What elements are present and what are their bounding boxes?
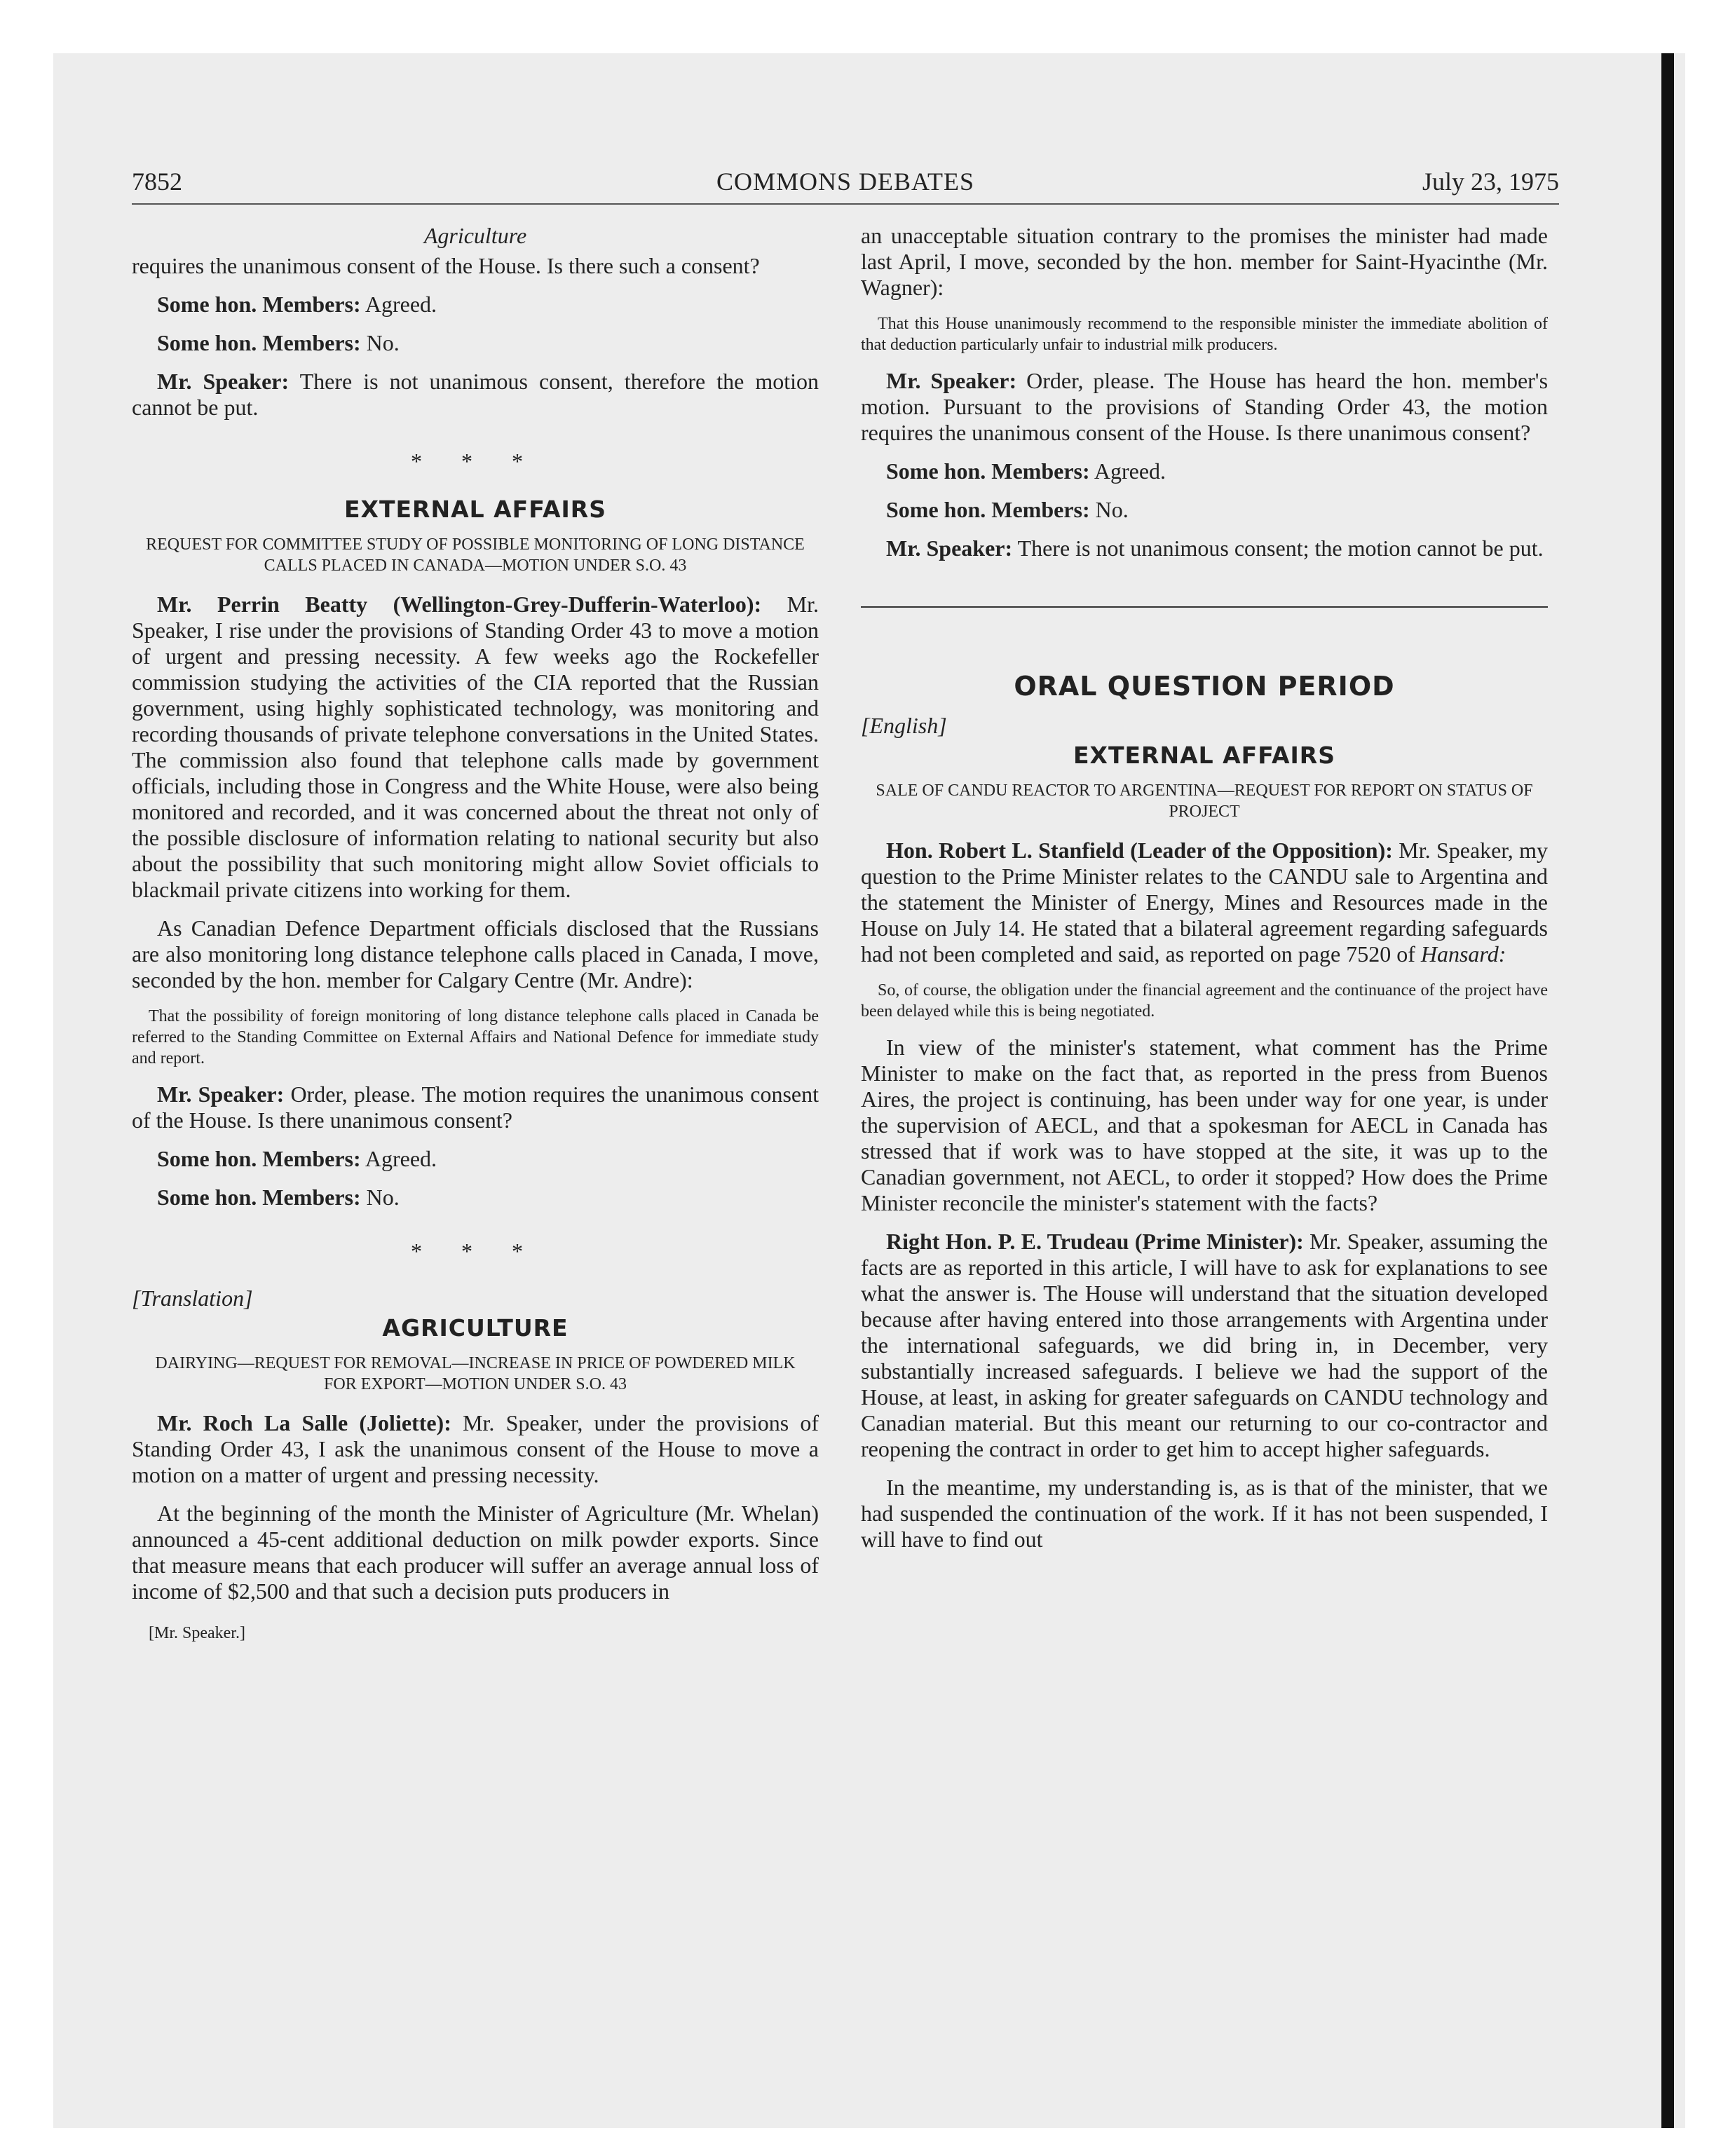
speaker-name: Mr. Speaker: bbox=[886, 535, 1013, 561]
speaker-name: Mr. Speaker: bbox=[157, 369, 290, 394]
subsection-heading: DAIRYING—REQUEST FOR REMOVAL—INCREASE IN PRICE OF POWDERED MILK FOR EXPORT—MOTION UNDER S.O. 43 bbox=[155, 1354, 796, 1393]
paragraph: an unacceptable situation contrary to the promises the minister had made last April, I move, seconded by the hon. member for Saint-Hyacinthe (Mr. Wagner): bbox=[861, 223, 1548, 300]
paragraph: At the beginning of the month the Minister of Agriculture (Mr. Whelan) announced a 45-cent additional deduction on milk powder exports. Since that measure means that each producer will suffer an average annual loss of income of $2,500 and that such a decision puts producers in bbox=[132, 1501, 819, 1604]
paragraph: In the meantime, my understanding is, as is that of the minister, that we had suspended the continuation of the work. If it has not been suspended, I will have to find out bbox=[861, 1475, 1548, 1552]
page-number: 7852 bbox=[132, 168, 182, 196]
subsection-heading: REQUEST FOR COMMITTEE STUDY OF POSSIBLE MONITORING OF LONG DISTANCE CALLS PLACED IN CANADA—MOTION UNDER S.O. 43 bbox=[146, 535, 805, 575]
speaker-name: Mr. Roch La Salle (Joliette): bbox=[157, 1410, 451, 1435]
speaker-name: Some hon. Members: bbox=[157, 1146, 361, 1171]
subsection-heading: SALE OF CANDU REACTOR TO ARGENTINA—REQUEST FOR REPORT ON STATUS OF PROJECT bbox=[876, 782, 1533, 821]
speaker-name: Some hon. Members: bbox=[886, 497, 1090, 522]
speech: Mr. Speaker: Order, please. The House has heard the hon. member's motion. Pursuant to the provisions of Standing Order 43, the motion requires the unanimous consent of the House. Is there unanimous consent? bbox=[861, 368, 1549, 445]
page-date: July 23, 1975 bbox=[1422, 168, 1559, 196]
speech: Hon. Robert L. Stanfield (Leader of the Opposition): Mr. Speaker, my question to the Prime Minister relates to the CANDU sale to Argentina and the statement the Minister of Energy, Mines and Resources made in the House on July 14. He stated that a bilateral agreement regarding safeguards had not been completed and said, as reported on page 7520 of Hansard: bbox=[861, 838, 1549, 967]
speaker-name: Right Hon. P. E. Trudeau (Prime Minister): bbox=[886, 1229, 1304, 1254]
speech: Mr. Speaker: There is not unanimous consent, therefore the motion cannot be put. bbox=[132, 369, 819, 420]
running-topic: Agriculture bbox=[423, 223, 527, 248]
section-heading: AGRICULTURE bbox=[382, 1314, 569, 1342]
section-heading: EXTERNAL AFFAIRS bbox=[344, 496, 606, 523]
paragraph: In view of the minister's statement, what comment has the Prime Minister to make on the fact that, as reported in the press from Buenos Aires, the project is continuing, has been under way for one year, is under the supervision of AECL, and that a spokesman for AECL in Canada has stressed that if work was to have stopped at the site, it was up to the Canadian government, not AECL, to order it stopped? How does the Prime Minister reconcile the minister's statement with the facts? bbox=[861, 1035, 1548, 1215]
language-note: [English] bbox=[861, 713, 947, 738]
speech: Mr. Perrin Beatty (Wellington-Grey-Dufferin-Waterloo): Mr. Speaker, I rise under the provisions of Standing Order 43 to move a motion of urgent and pressing necessity. A few weeks ago the Rockefeller commission studying the activities of the CIA reported that the Russian government, using highly sophisticated technology, was monitoring and recording thousands of private telephone conversations in the United States. The commission also found that telephone calls made by government officials, including those in Congress and the White House, were also being monitored and recorded, and it was concerned about the threat not only of the possible disclosure of information relating to national security but also about the possibility that such monitoring might allow Soviet officials to blackmail private citizens into working for them. bbox=[132, 592, 819, 902]
paragraph: requires the unanimous consent of the House. Is there such a consent? bbox=[132, 253, 760, 278]
publication-title: COMMONS DEBATES bbox=[716, 168, 975, 196]
speech: Some hon. Members: Agreed. bbox=[157, 1146, 437, 1171]
speaker-name: Hon. Robert L. Stanfield (Leader of the Opposition): bbox=[886, 838, 1393, 863]
section-separator: * * * bbox=[411, 449, 540, 474]
speech: Some hon. Members: No. bbox=[157, 1185, 400, 1210]
speech: Right Hon. P. E. Trudeau (Prime Minister): Mr. Speaker, assuming the facts are as reported in this article, I will have to ask for explanations to see what the answer is. The House will understand that the situation developed because after having entered into those arrangements with Argentina under the international safeguards, we did bring in, in December, very substantially increased safeguards. I believe we had the support of the House, at least, in asking for greater safeguards on CANDU technology and Canadian material. But this meant our returning to our co-contractor and reopening the contract in order to get him to accept higher safeguards. bbox=[861, 1229, 1549, 1461]
speaker-name: Some hon. Members: bbox=[886, 458, 1090, 484]
speech: Mr. Speaker: There is not unanimous consent; the motion cannot be put. bbox=[886, 535, 1544, 561]
quoted-text: So, of course, the obligation under the financial agreement and the continuance of the project have been delayed while this is being negotiated. bbox=[861, 981, 1548, 1021]
left-column bbox=[132, 223, 819, 1656]
hansard-reference: Hansard: bbox=[1420, 941, 1506, 967]
speaker-name: Mr. Perrin Beatty (Wellington-Grey-Dufferin-Waterloo): bbox=[157, 592, 762, 617]
motion-text: That the possibility of foreign monitoring of long distance telephone calls placed in Canada be referred to the Standing Committee on External Affairs and National Defence for immediate study and report. bbox=[132, 1007, 819, 1067]
binding-edge bbox=[1661, 53, 1674, 2128]
speaker-name: Mr. Speaker: bbox=[157, 1082, 285, 1107]
page-header bbox=[132, 167, 1559, 205]
speech: Some hon. Members: No. bbox=[886, 497, 1129, 522]
speech: Some hon. Members: No. bbox=[157, 330, 400, 355]
section-heading: EXTERNAL AFFAIRS bbox=[1073, 742, 1335, 769]
motion-text: That this House unanimously recommend to the responsible minister the immediate abolition of that deduction particularly unfair to industrial milk producers. bbox=[861, 315, 1548, 354]
section-separator: * * * bbox=[411, 1239, 540, 1264]
right-column bbox=[861, 223, 1548, 1565]
speech: Mr. Speaker: Order, please. The motion requires the unanimous consent of the House. Is there unanimous consent? bbox=[132, 1082, 819, 1133]
speaker-name: Some hon. Members: bbox=[157, 330, 361, 355]
language-note: [Translation] bbox=[132, 1285, 253, 1311]
speaker-continuation-note: [Mr. Speaker.] bbox=[149, 1624, 245, 1642]
paragraph: As Canadian Defence Department officials disclosed that the Russians are also monitoring long distance telephone calls placed in Canada, I move, seconded by the hon. member for Calgary Centre (Mr. Andre): bbox=[132, 915, 819, 992]
speech: Some hon. Members: Agreed. bbox=[886, 458, 1166, 484]
speaker-name: Mr. Speaker: bbox=[886, 368, 1017, 393]
section-divider bbox=[861, 606, 1548, 608]
section-heading: ORAL QUESTION PERIOD bbox=[1014, 671, 1395, 702]
speaker-name: Some hon. Members: bbox=[157, 1185, 361, 1210]
speaker-name: Some hon. Members: bbox=[157, 292, 361, 317]
speech: Mr. Roch La Salle (Joliette): Mr. Speaker, under the provisions of Standing Order 43, I ask the unanimous consent of the House to move a motion on a matter of urgent and pressing necessity. bbox=[132, 1410, 819, 1487]
speech: Some hon. Members: Agreed. bbox=[157, 292, 437, 317]
